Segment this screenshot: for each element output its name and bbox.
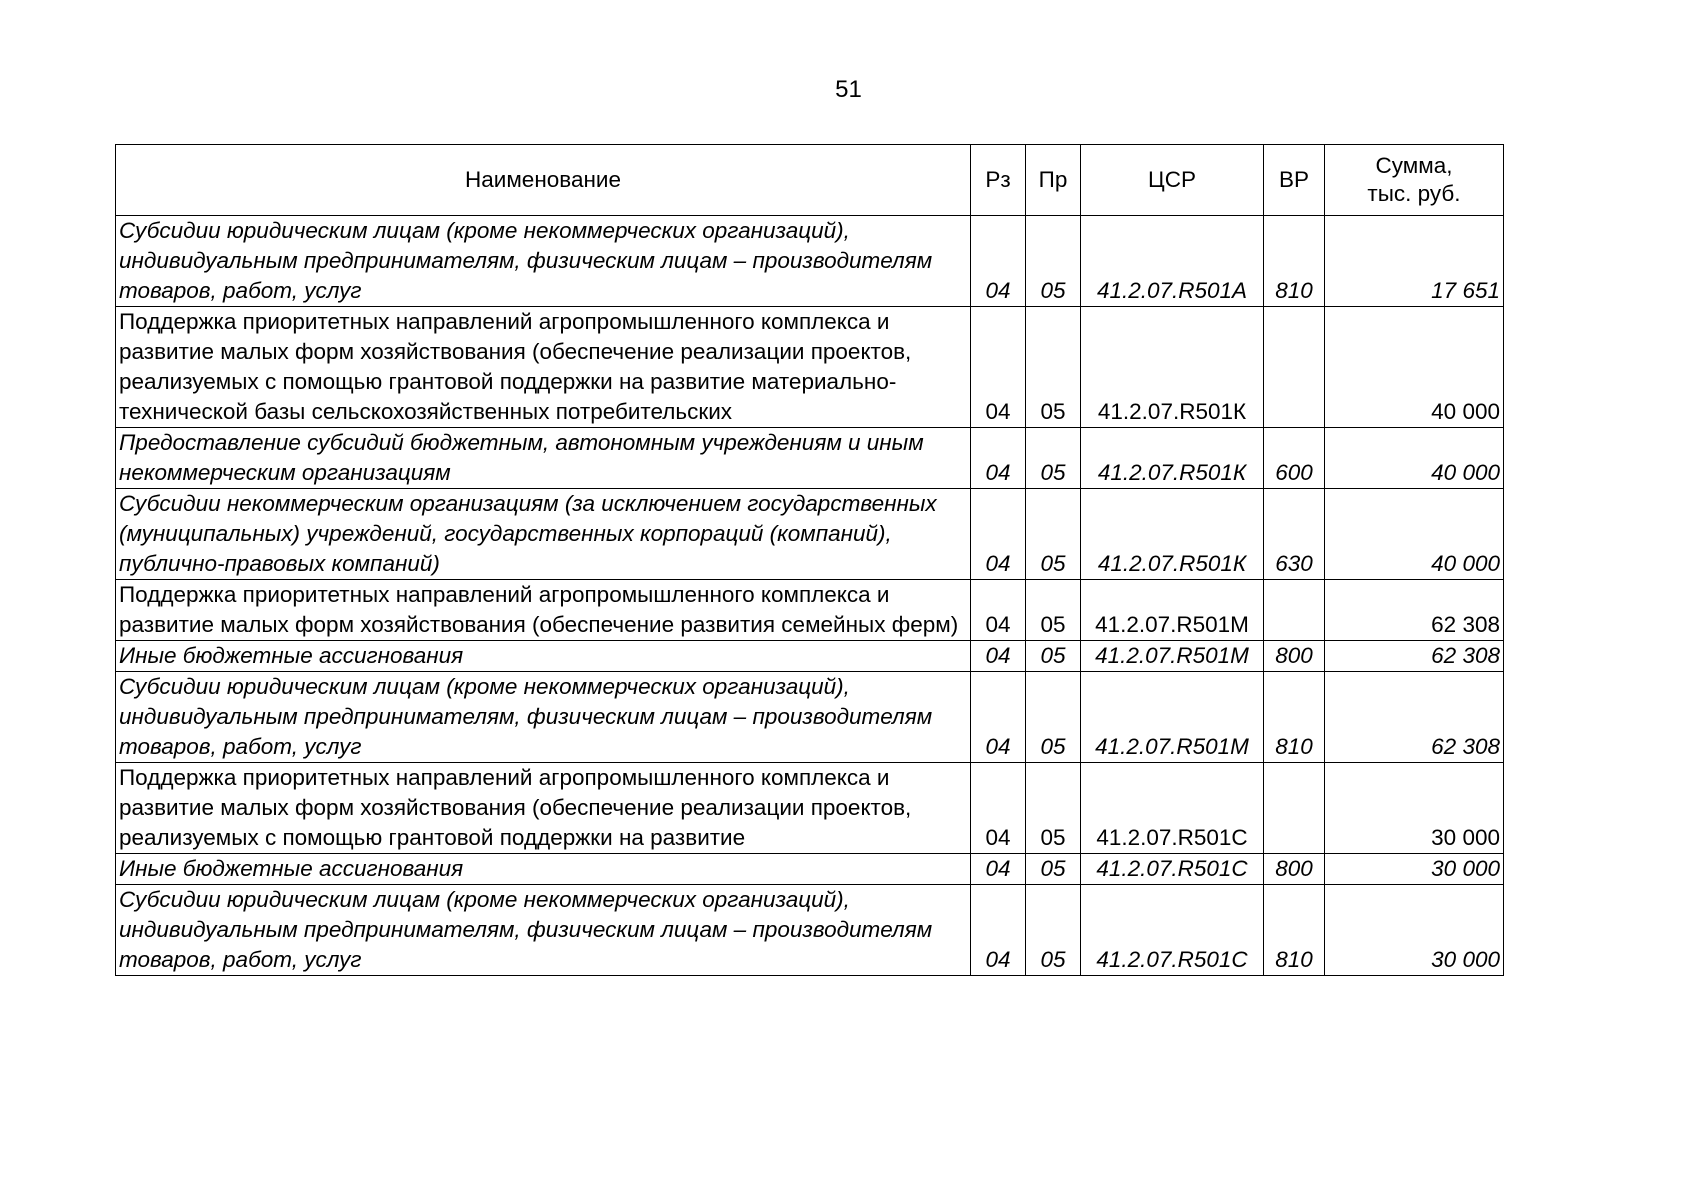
cell-name: Субсидии юридическим лицам (кроме некоммерческих организаций), индивидуальным предпринимателям, физическим лицам – производителям товаров, работ, услуг — [116, 885, 971, 976]
cell-csr: 41.2.07.R501А — [1081, 216, 1264, 307]
cell-csr: 41.2.07.R501М — [1081, 641, 1264, 672]
cell-csr: 41.2.07.R501М — [1081, 672, 1264, 763]
cell-pr: 05 — [1026, 885, 1081, 976]
table-body — [116, 216, 1504, 976]
cell-csr: 41.2.07.R501С — [1081, 763, 1264, 854]
cell-name: Поддержка приоритетных направлений агропромышленного комплекса и развитие малых форм хозяйствования (обеспечение развития семейных ферм) — [116, 580, 971, 641]
cell-pr: 05 — [1026, 854, 1081, 885]
cell-vr: 800 — [1264, 641, 1325, 672]
cell-vr: 600 — [1264, 428, 1325, 489]
cell-vr: 630 — [1264, 489, 1325, 580]
cell-vr: 800 — [1264, 854, 1325, 885]
cell-name: Субсидии некоммерческим организациям (за исключением государственных (муниципальных) учреждений, государственных корпораций (компаний), публично-правовых компаний) — [116, 489, 971, 580]
table-row — [116, 641, 1504, 672]
table-header-row — [116, 145, 1504, 216]
header-rz: Рз — [971, 145, 1026, 216]
cell-pr: 05 — [1026, 428, 1081, 489]
cell-sum: 40 000 — [1325, 489, 1504, 580]
cell-csr: 41.2.07.R501С — [1081, 885, 1264, 976]
cell-sum: 30 000 — [1325, 763, 1504, 854]
cell-sum: 62 308 — [1325, 580, 1504, 641]
budget-table — [115, 144, 1504, 976]
header-csr: ЦСР — [1081, 145, 1264, 216]
cell-rz: 04 — [971, 763, 1026, 854]
cell-csr: 41.2.07.R501К — [1081, 428, 1264, 489]
cell-rz: 04 — [971, 580, 1026, 641]
table-row — [116, 763, 1504, 854]
cell-csr: 41.2.07.R501М — [1081, 580, 1264, 641]
cell-pr: 05 — [1026, 763, 1081, 854]
cell-name: Предоставление субсидий бюджетным, автономным учреждениям и иным некоммерческим организациям — [116, 428, 971, 489]
cell-name: Субсидии юридическим лицам (кроме некоммерческих организаций), индивидуальным предпринимателям, физическим лицам – производителям товаров, работ, услуг — [116, 672, 971, 763]
header-sum-line2: тыс. руб. — [1367, 181, 1461, 206]
cell-sum: 62 308 — [1325, 641, 1504, 672]
cell-rz: 04 — [971, 307, 1026, 428]
table-row — [116, 580, 1504, 641]
cell-pr: 05 — [1026, 672, 1081, 763]
header-pr: Пр — [1026, 145, 1081, 216]
cell-sum: 40 000 — [1325, 307, 1504, 428]
header-name: Наименование — [116, 145, 971, 216]
cell-rz: 04 — [971, 854, 1026, 885]
cell-sum: 62 308 — [1325, 672, 1504, 763]
cell-csr: 41.2.07.R501С — [1081, 854, 1264, 885]
cell-vr: 810 — [1264, 672, 1325, 763]
table-row — [116, 216, 1504, 307]
table-row — [116, 489, 1504, 580]
cell-name: Иные бюджетные ассигнования — [116, 854, 971, 885]
cell-pr: 05 — [1026, 641, 1081, 672]
cell-rz: 04 — [971, 489, 1026, 580]
cell-rz: 04 — [971, 672, 1026, 763]
cell-csr: 41.2.07.R501К — [1081, 307, 1264, 428]
header-sum-line1: Сумма, — [1375, 153, 1453, 178]
cell-vr: 810 — [1264, 216, 1325, 307]
cell-csr: 41.2.07.R501К — [1081, 489, 1264, 580]
cell-rz: 04 — [971, 641, 1026, 672]
table-row — [116, 854, 1504, 885]
cell-pr: 05 — [1026, 216, 1081, 307]
cell-rz: 04 — [971, 216, 1026, 307]
cell-vr — [1264, 763, 1325, 854]
cell-vr — [1264, 307, 1325, 428]
table-row — [116, 672, 1504, 763]
cell-vr — [1264, 580, 1325, 641]
table-row — [116, 885, 1504, 976]
cell-name: Иные бюджетные ассигнования — [116, 641, 971, 672]
cell-rz: 04 — [971, 428, 1026, 489]
cell-sum: 30 000 — [1325, 885, 1504, 976]
cell-pr: 05 — [1026, 307, 1081, 428]
header-vr: ВР — [1264, 145, 1325, 216]
cell-sum: 30 000 — [1325, 854, 1504, 885]
cell-rz: 04 — [971, 885, 1026, 976]
cell-name: Субсидии юридическим лицам (кроме некоммерческих организаций), индивидуальным предпринимателям, физическим лицам – производителям товаров, работ, услуг — [116, 216, 971, 307]
page-number: 51 — [835, 76, 862, 103]
table-row — [116, 428, 1504, 489]
cell-sum: 17 651 — [1325, 216, 1504, 307]
cell-pr: 05 — [1026, 580, 1081, 641]
cell-vr: 810 — [1264, 885, 1325, 976]
cell-sum: 40 000 — [1325, 428, 1504, 489]
cell-name: Поддержка приоритетных направлений агропромышленного комплекса и развитие малых форм хозяйствования (обеспечение реализации проектов, реализуемых с помощью грантовой поддержки на развитие материально-технической базы сельскохозяйственных потребительских — [116, 307, 971, 428]
cell-pr: 05 — [1026, 489, 1081, 580]
cell-name: Поддержка приоритетных направлений агропромышленного комплекса и развитие малых форм хозяйствования (обеспечение реализации проектов, реализуемых с помощью грантовой поддержки на развитие — [116, 763, 971, 854]
header-sum — [1325, 145, 1504, 216]
table-row — [116, 307, 1504, 428]
